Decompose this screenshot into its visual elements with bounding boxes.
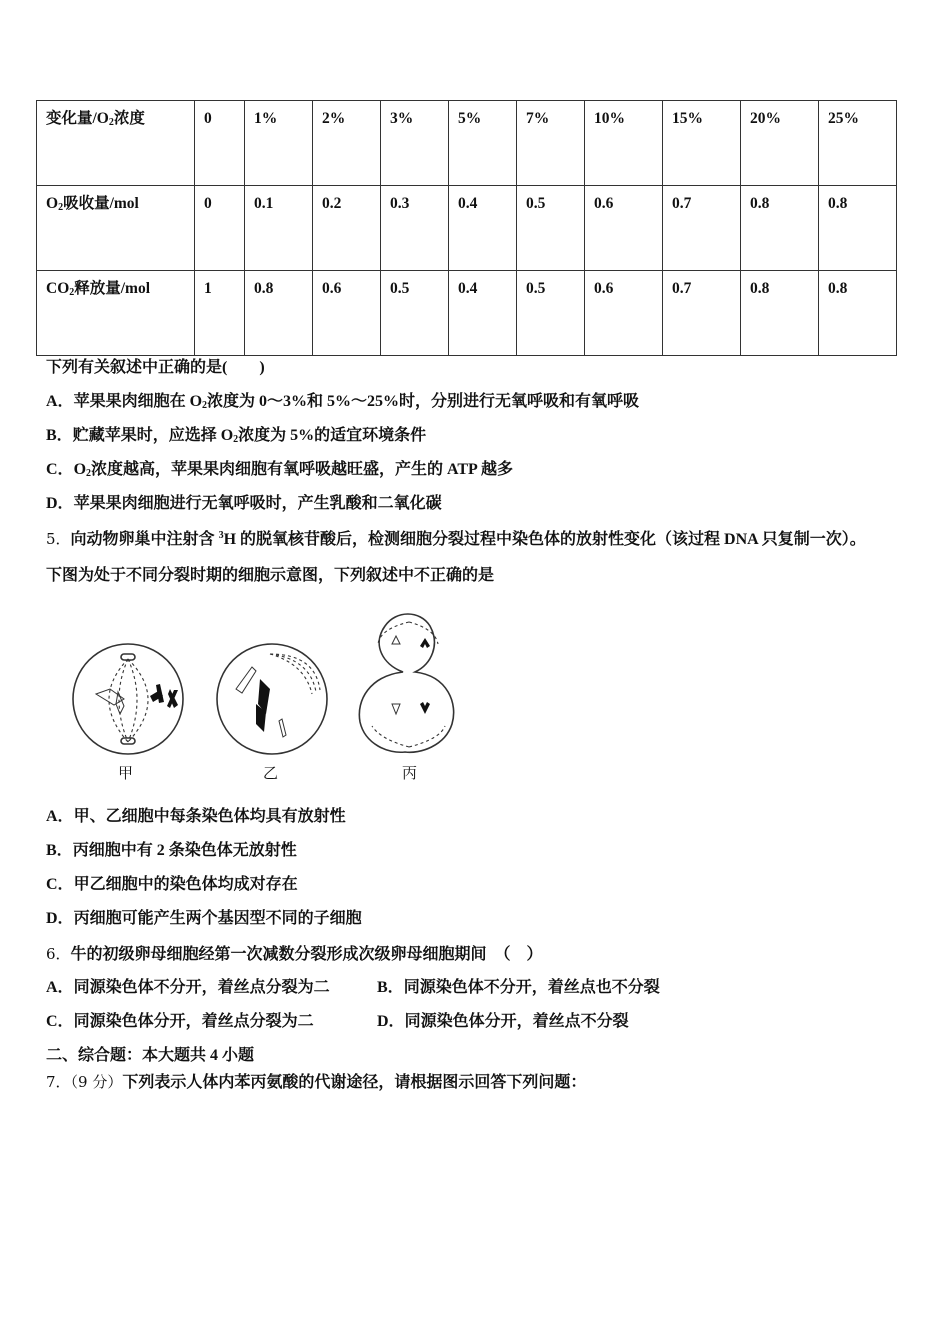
q4-option-c: C．$O_2$浓度越高，苹果果肉细胞有氧呼吸越旺盛，产生的 ATP 越多 [46, 461, 513, 479]
table-row [37, 186, 897, 271]
figure-label-bing: 丙 [402, 766, 418, 782]
table-cell: 0.5 [381, 271, 449, 356]
q5-option-c: C．甲乙细胞中的染色体均成对存在 [46, 876, 298, 893]
table-row [37, 271, 897, 356]
q5-stem-line2: 下图为处于不同分裂时期的细胞示意图，下列叙述中不正确的是 [46, 567, 495, 584]
table-cell: 0.1 [245, 186, 313, 271]
q4-option-d: D．苹果果肉细胞进行无氧呼吸时，产生乳酸和二氧化碳 [46, 495, 442, 512]
table-cell: 0.8 [741, 271, 819, 356]
section-2-heading: 二、综合题：本大题共 4 小题 [46, 1047, 255, 1064]
table-row-label: 变化量$/O_2$浓度 [37, 101, 195, 186]
table-cell: 0.6 [585, 186, 663, 271]
table-cell: 0.3 [381, 186, 449, 271]
table-cell: 3% [381, 101, 449, 186]
oxygen-concentration-table [36, 100, 897, 356]
table-cell: 25% [819, 101, 897, 186]
table-cell: 0.6 [585, 271, 663, 356]
table-cell: 0 [195, 101, 245, 186]
table-row-label: $O_2$吸收量/mol [37, 186, 195, 271]
table-cell: 0.4 [449, 271, 517, 356]
table-cell: 0.8 [819, 271, 897, 356]
table-cell: 7% [517, 101, 585, 186]
table-cell: 0.8 [245, 271, 313, 356]
q7-stem: 7．（9 分）下列表示人体内苯丙氨酸的代谢途径，请根据图示回答下列问题： [46, 1073, 587, 1091]
table-cell: 15% [663, 101, 741, 186]
table-cell: 0.8 [819, 186, 897, 271]
q5-stem: 5．向动物卵巢中注射含 $^3$H 的脱氧核苷酸后，检测细胞分裂过程中染色体的放射性变化（该过程 DNA 只复制一次）。 [46, 530, 866, 548]
table-cell: 1 [195, 271, 245, 356]
table-cell: 0 [195, 186, 245, 271]
table-cell: 10% [585, 101, 663, 186]
table-cell: 2% [313, 101, 381, 186]
table-cell: 0.4 [449, 186, 517, 271]
table-cell: 1% [245, 101, 313, 186]
table-cell: 0.2 [313, 186, 381, 271]
table-cell: 0.6 [313, 271, 381, 356]
q4-option-b: B．贮藏苹果时，应选择 $O_2$浓度为 5%的适宜环境条件 [46, 427, 427, 445]
q6-option-a: A．同源染色体不分开，着丝点分裂为二 [46, 979, 330, 996]
q5-option-a: A．甲、乙细胞中每条染色体均具有放射性 [46, 808, 346, 825]
q5-option-b: B．丙细胞中有 2 条染色体无放射性 [46, 842, 297, 859]
q6-stem: 6．牛的初级卵母细胞经第一次减数分裂形成次级卵母细胞期间 （ ） [46, 945, 543, 963]
table-cell: 20% [741, 101, 819, 186]
figure-label-jia: 甲 [118, 766, 134, 782]
q6-option-d: D．同源染色体分开，着丝点不分裂 [377, 1013, 629, 1030]
table-row-label: $CO_2$释放量/mol [37, 271, 195, 356]
q4-stem: 下列有关叙述中正确的是( ) [46, 359, 265, 376]
table-cell: 0.7 [663, 186, 741, 271]
table-cell: 0.8 [741, 186, 819, 271]
q4-option-a: A．苹果果肉细胞在 $O_2$浓度为 0～3%和 5%～25%时，分别进行无氧呼吸和有氧呼吸 [46, 393, 640, 411]
q6-option-b: B．同源染色体不分开，着丝点也不分裂 [377, 979, 660, 996]
q6-option-c: C．同源染色体分开，着丝点分裂为二 [46, 1013, 314, 1030]
cell-division-figure [60, 604, 470, 789]
figure-label-yi: 乙 [263, 766, 279, 782]
table-header-row [37, 101, 897, 186]
table-cell: 5% [449, 101, 517, 186]
table-cell: 0.5 [517, 186, 585, 271]
q5-option-d: D．丙细胞可能产生两个基因型不同的子细胞 [46, 910, 362, 927]
table-cell: 0.7 [663, 271, 741, 356]
table-cell: 0.5 [517, 271, 585, 356]
